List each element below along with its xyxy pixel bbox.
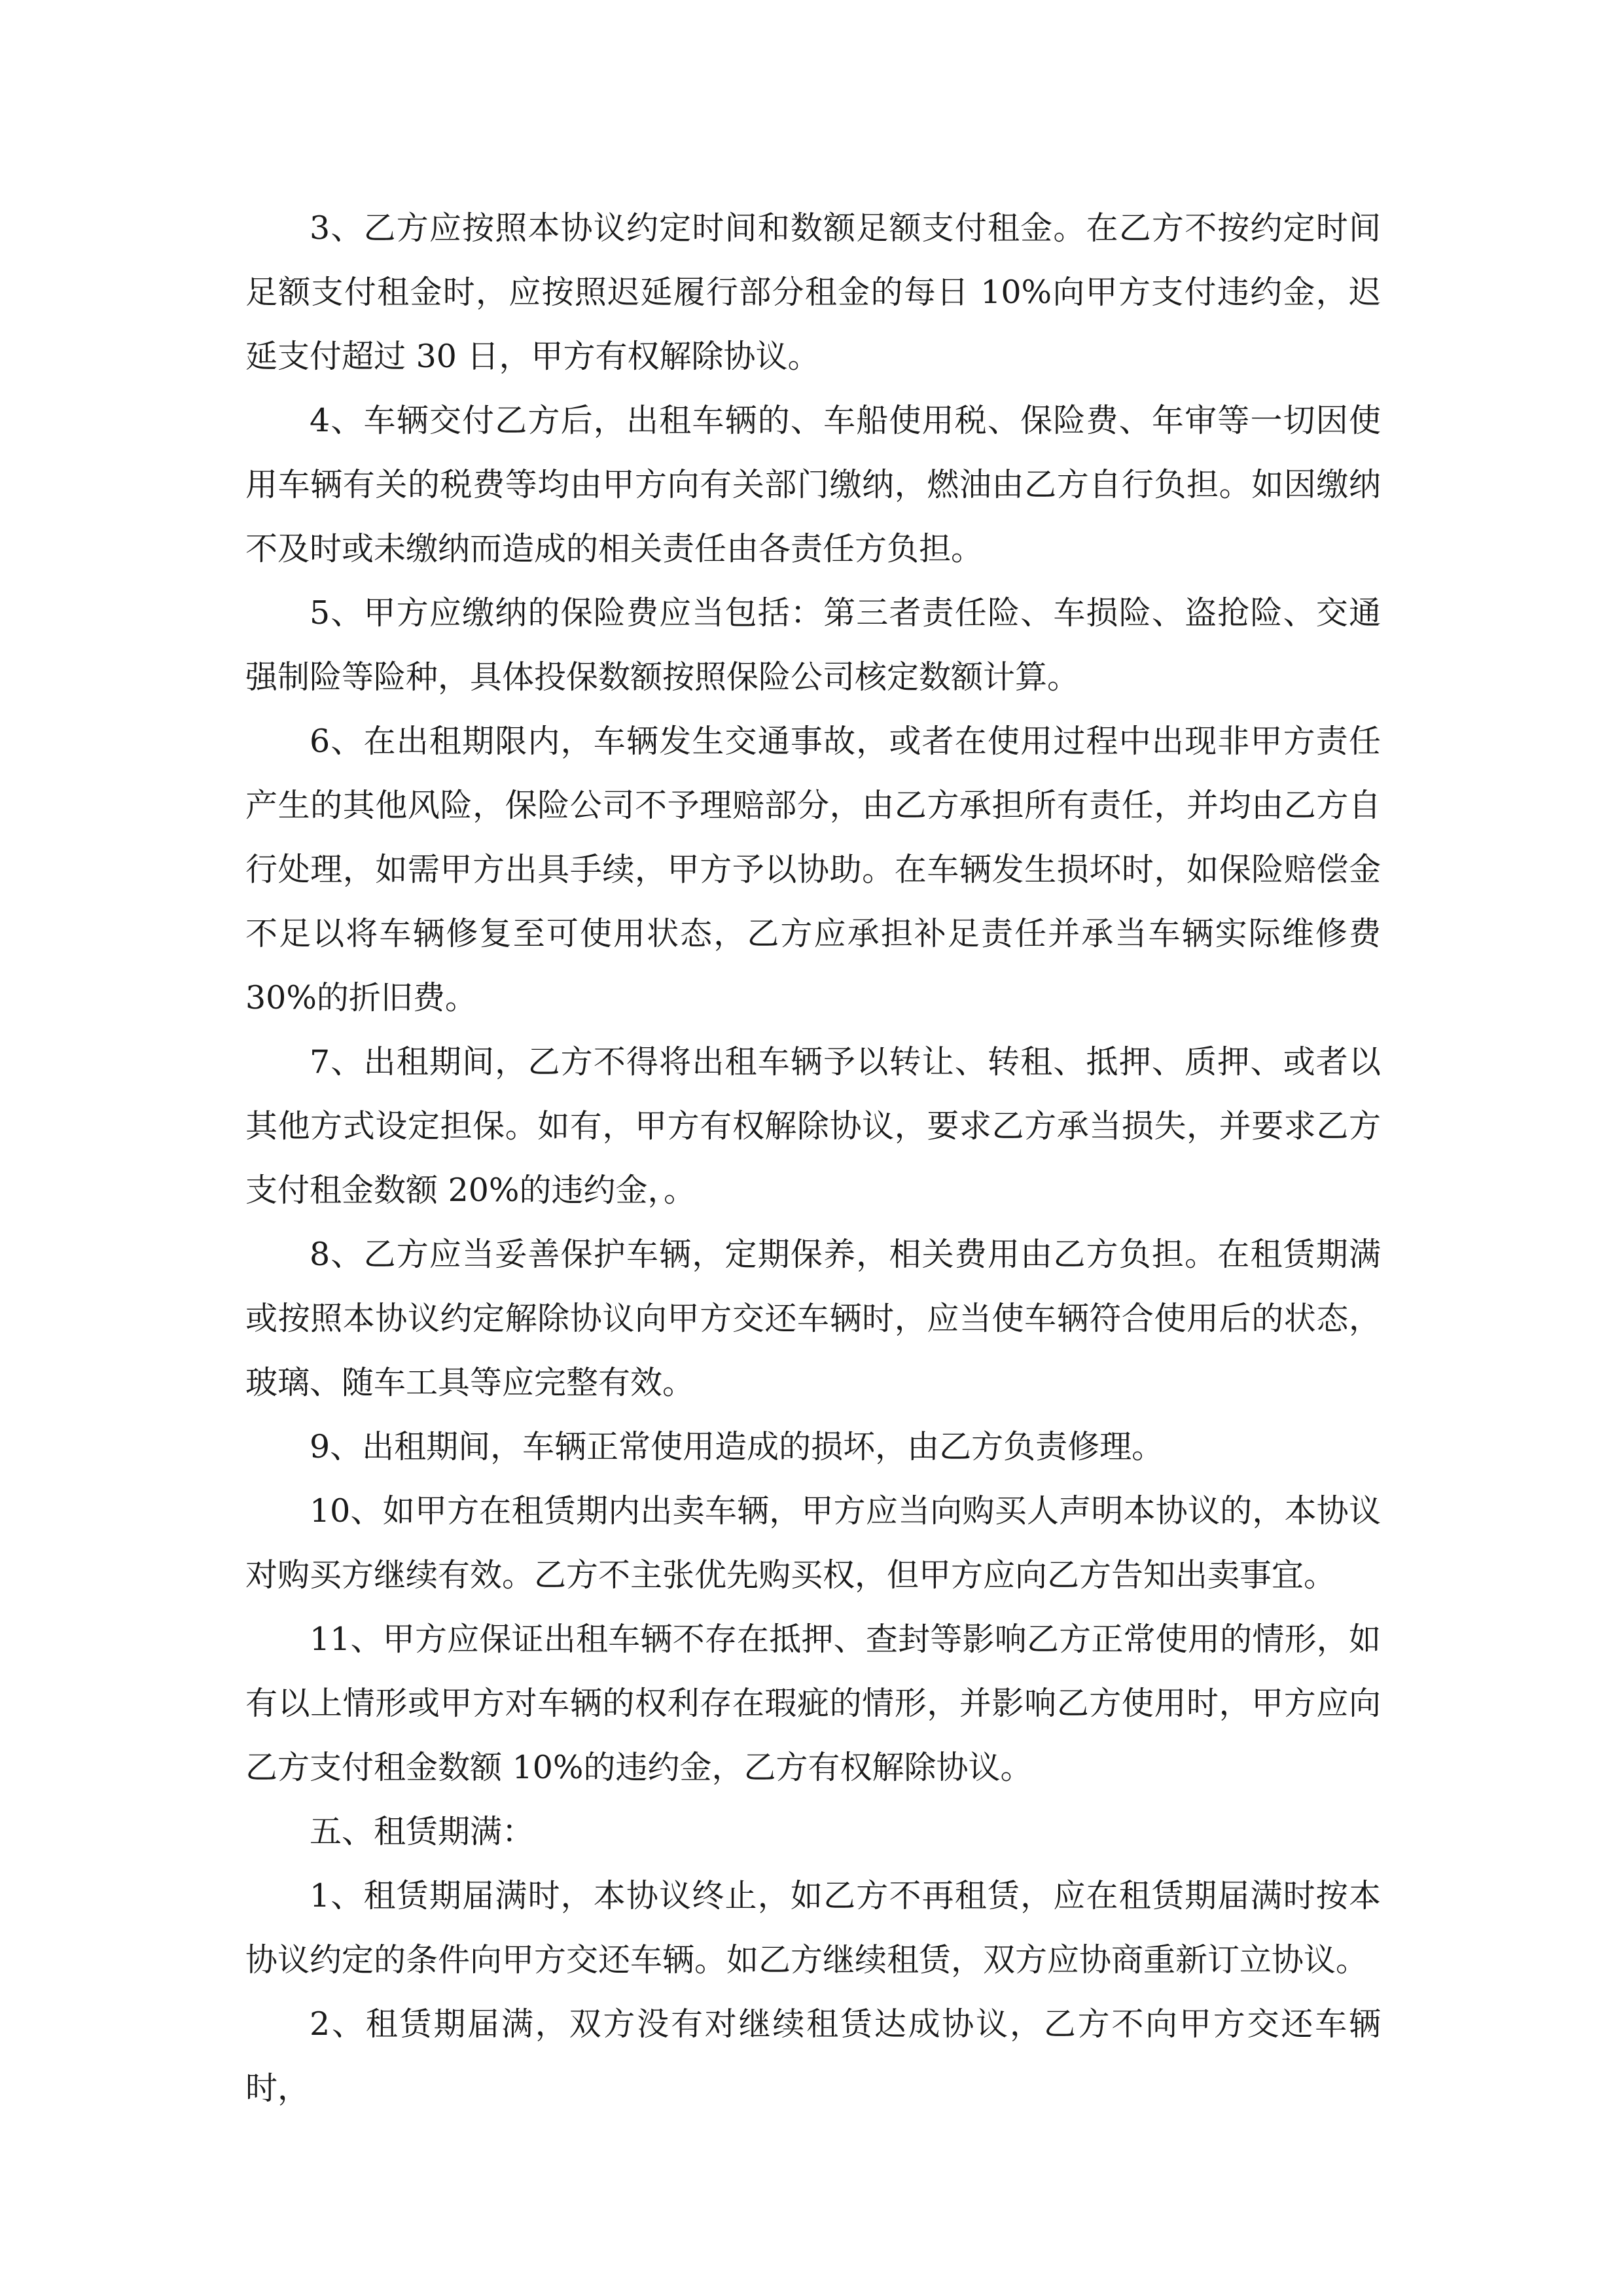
clause-9-paragraph: 9、出租期间，车辆正常使用造成的损坏，由乙方负责修理。 — [310, 1428, 1164, 1465]
clause-8-paragraph: 8、乙方应当妥善保护车辆，定期保养，相关费用由乙方负担。在租赁期满或按照本协议约定解除协议向甲方交还车辆时，应当使车辆符合使用后的状态，玻璃、随车工具等应完整有效。 — [245, 1236, 1381, 1401]
section-5-heading: 五、租赁期满： — [310, 1813, 535, 1850]
clause-3-paragraph: 3、乙方应按照本协议约定时间和数额足额支付租金。在乙方不按约定时间足额支付租金时，应按照迟延履行部分租金的每日 10%向甲方支付违约金，迟延支付超过 30 日，甲方有权解除协议。 — [245, 209, 1381, 375]
clause-4-paragraph: 4、车辆交付乙方后，出租车辆的、车船使用税、保险费、年审等一切因使用车辆有关的税费等均由甲方向有关部门缴纳，燃油由乙方自行负担。如因缴纳不及时或未缴纳而造成的相关责任由各责任方负担。 — [245, 402, 1381, 567]
clause-7-paragraph: 7、出租期间，乙方不得将出租车辆予以转让、转租、抵押、质押、或者以其他方式设定担保。如有，甲方有权解除协议，要求乙方承当损失，并要求乙方支付租金数额 20%的违约金，。 — [245, 1043, 1381, 1209]
clause-10-paragraph: 10、如甲方在租赁期内出卖车辆，甲方应当向购买人声明本协议的，本协议对购买方继续有效。乙方不主张优先购买权，但甲方应向乙方告知出卖事宜。 — [245, 1492, 1381, 1594]
clause-6-paragraph: 6、在出租期限内，车辆发生交通事故，或者在使用过程中出现非甲方责任产生的其他风险，保险公司不予理赔部分，由乙方承担所有责任，并均由乙方自行处理，如需甲方出具手续，甲方予以协助。在车辆发生损坏时，如保险赔偿金不足以将车辆修复至可使用状态，乙方应承担补足责任并承当车辆实际维修费30%的折旧费。 — [245, 723, 1381, 1016]
clause-5-paragraph: 5、甲方应缴纳的保险费应当包括：第三者责任险、车损险、盗抢险、交通强制险等险种，具体投保数额按照保险公司核定数额计算。 — [245, 594, 1381, 696]
document-page — [245, 196, 1381, 2121]
section-5-clause-2-paragraph: 2、租赁期届满，双方没有对继续租赁达成协议，乙方不向甲方交还车辆时， — [245, 2005, 1381, 2107]
section-5-clause-1-paragraph: 1、租赁期届满时，本协议终止，如乙方不再租赁，应在租赁期届满时按本协议约定的条件向甲方交还车辆。如乙方继续租赁，双方应协商重新订立协议。 — [245, 1877, 1381, 1979]
clause-11-paragraph: 11、甲方应保证出租车辆不存在抵押、查封等影响乙方正常使用的情形，如有以上情形或甲方对车辆的权利存在瑕疵的情形，并影响乙方使用时，甲方应向乙方支付租金数额 10%的违约金，乙方有权解除协议。 — [245, 1621, 1381, 1786]
